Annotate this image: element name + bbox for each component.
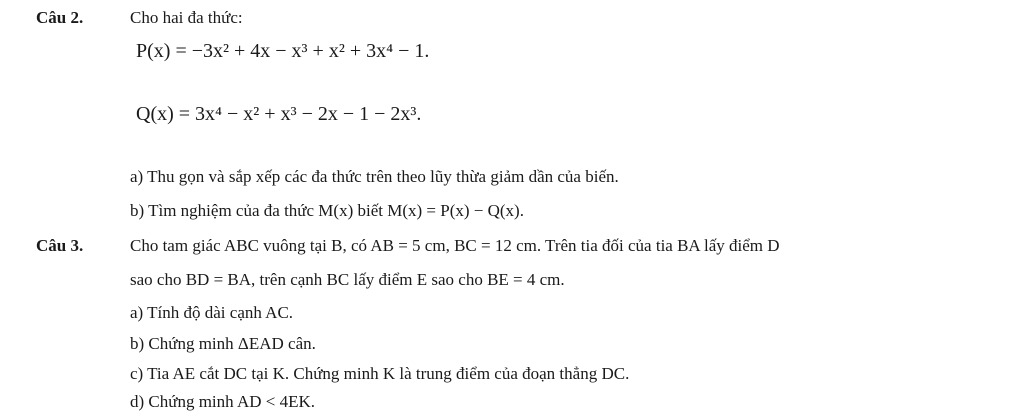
question-3-line-2: sao cho BD = BA, trên cạnh BC lấy điểm E sao cho BE = 4 cm. — [130, 270, 565, 289]
question-2-label: Câu 2. — [36, 8, 84, 27]
question-2-intro: Cho hai đa thức: — [130, 8, 243, 27]
question-3-part-d: d) Chứng minh AD < 4EK. — [130, 392, 316, 411]
question-3-part-c: c) Tia AE cắt DC tại K. Chứng minh K là trung điểm của đoạn thẳng DC. — [130, 364, 630, 383]
question-2-part-b: b) Tìm nghiệm của đa thức M(x) biết M(x) = P(x) − Q(x). — [130, 201, 524, 220]
question-3-part-a: a) Tính độ dài cạnh AC. — [130, 303, 294, 322]
question-3-label: Câu 3. — [36, 236, 84, 255]
question-3-line-1: Cho tam giác ABC vuông tại B, có AB = 5 cm, BC = 12 cm. Trên tia đối của tia BA lấy điểm D — [130, 236, 780, 255]
polynomial-q: Q(x) = 3x⁴ − x² + x³ − 2x − 1 − 2x³. — [136, 103, 422, 125]
question-3-part-b: b) Chứng minh ΔEAD cân. — [130, 334, 316, 353]
polynomial-p: P(x) = −3x² + 4x − x³ + x² + 3x⁴ − 1. — [136, 40, 430, 62]
question-2-part-a: a) Thu gọn và sắp xếp các đa thức trên theo lũy thừa giảm dần của biến. — [130, 167, 619, 186]
